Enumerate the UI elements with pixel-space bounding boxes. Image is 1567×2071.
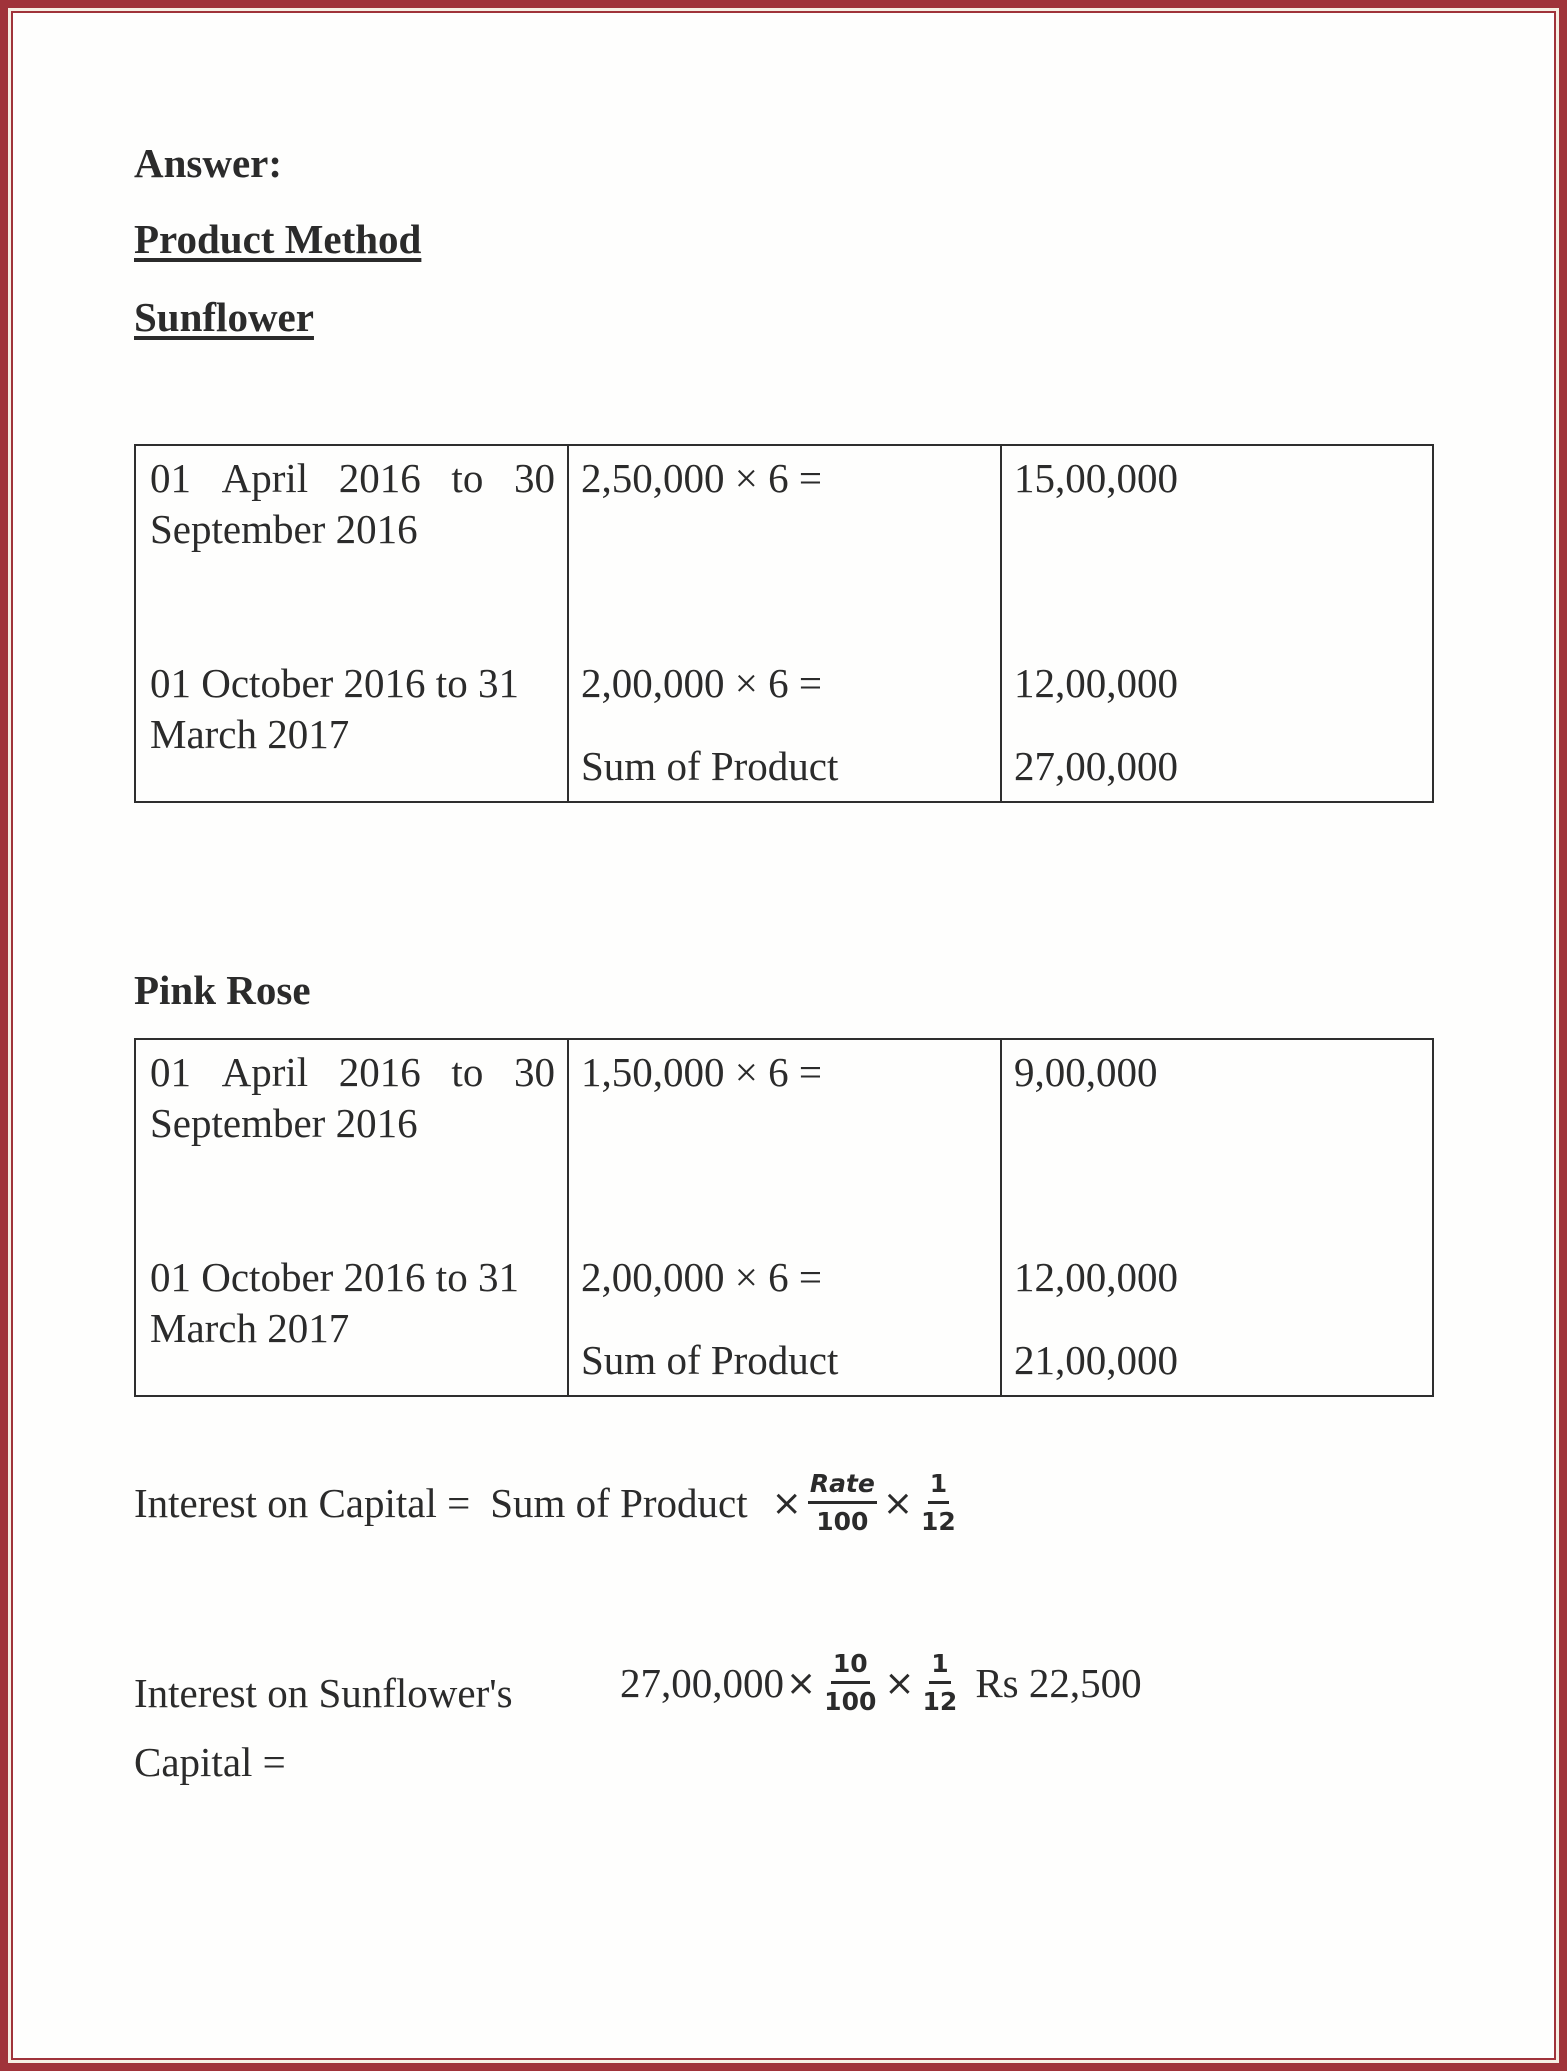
period-cell (135, 1039, 568, 1396)
multiply-sign: × (884, 1662, 915, 1704)
fraction-numerator: Rate (808, 1470, 877, 1504)
method-heading: Product Method (134, 216, 422, 262)
fraction-denominator: 100 (816, 1506, 869, 1536)
product-cell (1001, 445, 1433, 802)
fraction-denominator: 12 (922, 1686, 958, 1716)
rate-fraction (808, 1470, 877, 1537)
table-row (135, 1039, 1433, 1396)
period-line-1: 01 April 2016 to 30 (150, 455, 555, 501)
product-cell (1001, 1039, 1433, 1396)
fraction-numerator: 1 (928, 1470, 949, 1504)
pink-rose-heading: Pink Rose (134, 967, 311, 1013)
product-value: 9,00,000 (1014, 1049, 1158, 1095)
sum-of-product-base: 27,00,000 (620, 1659, 784, 1706)
sum-of-product-value: 21,00,000 (1014, 1337, 1178, 1383)
product-value: 12,00,000 (1014, 1254, 1178, 1300)
rate-fraction (822, 1650, 878, 1717)
sunflower-interest-calculation (620, 1650, 1142, 1717)
sunflower-product-table (134, 444, 1434, 803)
period-line-2: September 2016 (150, 506, 418, 552)
fraction-numerator: 1 (929, 1650, 950, 1684)
interest-formula (134, 1470, 962, 1537)
period-line-1: 01 October 2016 to 31 (150, 660, 519, 706)
calc-cell (568, 1039, 1001, 1396)
period-line-2: March 2017 (150, 711, 350, 757)
calc-text: 2,00,000 × 6 = (581, 1254, 822, 1300)
period-line-1: 01 October 2016 to 31 (150, 1254, 519, 1300)
period-line-2: September 2016 (150, 1100, 418, 1146)
sunflower-interest-label-line2: Capital = (134, 1739, 286, 1785)
calc-cell (568, 445, 1001, 802)
month-fraction (919, 1470, 958, 1537)
sum-of-product-label: Sum of Product (581, 743, 839, 789)
period-line-1: 01 April 2016 to 30 (150, 1049, 555, 1095)
calc-text: 2,50,000 × 6 = (581, 455, 822, 501)
sum-of-product-value: 27,00,000 (1014, 743, 1178, 789)
multiply-sign: × (771, 1482, 802, 1524)
table-row (135, 445, 1433, 802)
formula-lhs: Interest on Capital = (134, 1479, 471, 1526)
period-cell (135, 445, 568, 802)
sunflower-interest-label-line1: Interest on Sunflower's (134, 1670, 513, 1716)
interest-result: Rs 22,500 (975, 1659, 1142, 1706)
fraction-denominator: 100 (824, 1686, 877, 1716)
pink-rose-product-table (134, 1038, 1434, 1397)
sum-of-product-label: Sum of Product (581, 1337, 839, 1383)
fraction-denominator: 12 (921, 1506, 956, 1536)
month-fraction (921, 1650, 960, 1717)
calc-text: 2,00,000 × 6 = (581, 660, 822, 706)
product-value: 12,00,000 (1014, 660, 1178, 706)
calc-text: 1,50,000 × 6 = (581, 1049, 822, 1095)
answer-heading: Answer: (134, 140, 283, 186)
fraction-numerator: 10 (831, 1650, 870, 1684)
formula-term: Sum of Product (490, 1479, 748, 1526)
multiply-sign: × (882, 1482, 914, 1524)
multiply-sign: × (786, 1662, 817, 1704)
sunflower-heading: Sunflower (134, 294, 314, 340)
period-line-2: March 2017 (150, 1305, 350, 1351)
product-value: 15,00,000 (1014, 455, 1178, 501)
